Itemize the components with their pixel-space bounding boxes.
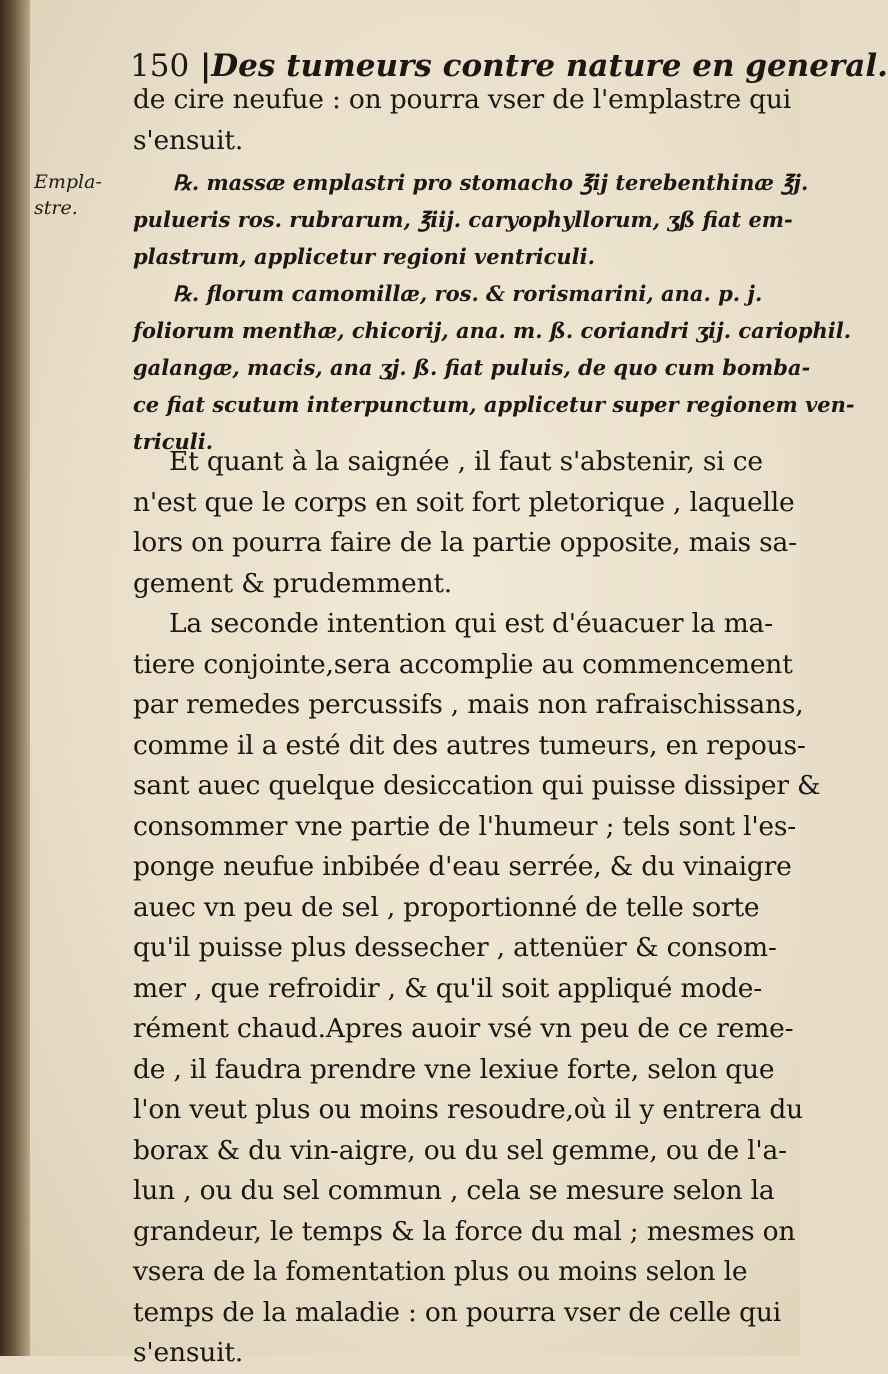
recipe-line: triculi. <box>133 429 214 454</box>
text-line: l'on veut plus ou moins resoudre,où il y entrera du <box>133 1094 804 1125</box>
recipe-line: foliorum menthæ, chicorij, ana. m. ß. coriandri ʒij. cariophil. <box>133 318 852 343</box>
recipe-line: pulueris ros. rubrarum, ℥iij. caryophyllorum, ʒß fiat em- <box>133 207 793 232</box>
margin-note-line-1: Empla- <box>34 171 102 193</box>
margin-note-line-2: stre. <box>34 197 78 219</box>
text-line: lors on pourra faire de la partie opposite, mais sa- <box>133 527 797 558</box>
text-line: La seconde intention qui est d'éuacuer la ma- <box>169 608 773 639</box>
recipe-line: galangæ, macis, ana ʒj. ß. fiat puluis, de quo cum bomba- <box>133 355 811 380</box>
text-line: s'ensuit. <box>133 1337 244 1368</box>
text-line: temps de la maladie : on pourra vser de celle qui <box>133 1296 782 1328</box>
text-line: par remedes percussifs , mais non rafraischissans, <box>133 689 804 720</box>
intro-text <box>133 80 793 161</box>
recipe-line: ce fiat scutum interpunctum, applicetur super regionem ven- <box>133 392 855 417</box>
text-line: qu'il puisse plus dessecher , attenüer & consom- <box>133 932 777 963</box>
paragraph-bloodletting <box>133 442 797 604</box>
recipe-line: ℞. florum camomillæ, ros. & rorismarini, ana. p. j. <box>173 281 763 306</box>
text-line: sant auec quelque desiccation qui puisse dissiper & <box>133 770 821 801</box>
text-line: s'ensuit. <box>133 124 244 156</box>
text-line: vsera de la fomentation plus ou moins selon le <box>133 1256 748 1287</box>
text-line: consommer vne partie de l'humeur ; tels sont l'es- <box>133 810 797 842</box>
text-line: Et quant à la saignée , il faut s'abstenir, si ce <box>169 446 763 477</box>
text-line: n'est que le corps en soit fort pletorique , laquelle <box>133 486 795 518</box>
running-title: |Des tumeurs contre nature en general. <box>200 48 888 84</box>
recipe-block <box>133 164 855 460</box>
text-line: lun , ou du sel commun , cela se mesure selon la <box>133 1175 775 1206</box>
text-line: mer , que refroidir , & qu'il soit appliqué mode- <box>133 972 763 1004</box>
text-line: borax & du vin-aigre, ou du sel gemme, ou de l'a- <box>133 1134 787 1166</box>
text-line: rément chaud.Apres auoir vsé vn peu de ce reme- <box>133 1013 794 1044</box>
page-number: 150 <box>130 48 190 84</box>
text-line: de cire neufue : on pourra vser de l'emplastre qui <box>133 84 792 115</box>
text-line: grandeur, le temps & la force du mal ; mesmes on <box>133 1215 796 1247</box>
text-line: ponge neufue inbibée d'eau serrée, & du vinaigre <box>133 851 792 882</box>
recipe-line: ℞. massæ emplastri pro stomacho ℥ij terebenthinæ ℥j. <box>173 170 809 195</box>
text-line: de , il faudra prendre vne lexiue forte, selon que <box>133 1053 775 1085</box>
text-line: comme il a esté dit des autres tumeurs, en repous- <box>133 729 806 761</box>
text-line: gement & prudemment. <box>133 567 453 599</box>
paragraph-second-intention <box>133 604 821 1374</box>
text-line: auec vn peu de sel , proportionné de telle sorte <box>133 891 760 923</box>
text-line: tiere conjointe,sera accomplie au commencement <box>133 648 793 680</box>
recipe-line: plastrum, applicetur regioni ventriculi. <box>133 244 595 269</box>
